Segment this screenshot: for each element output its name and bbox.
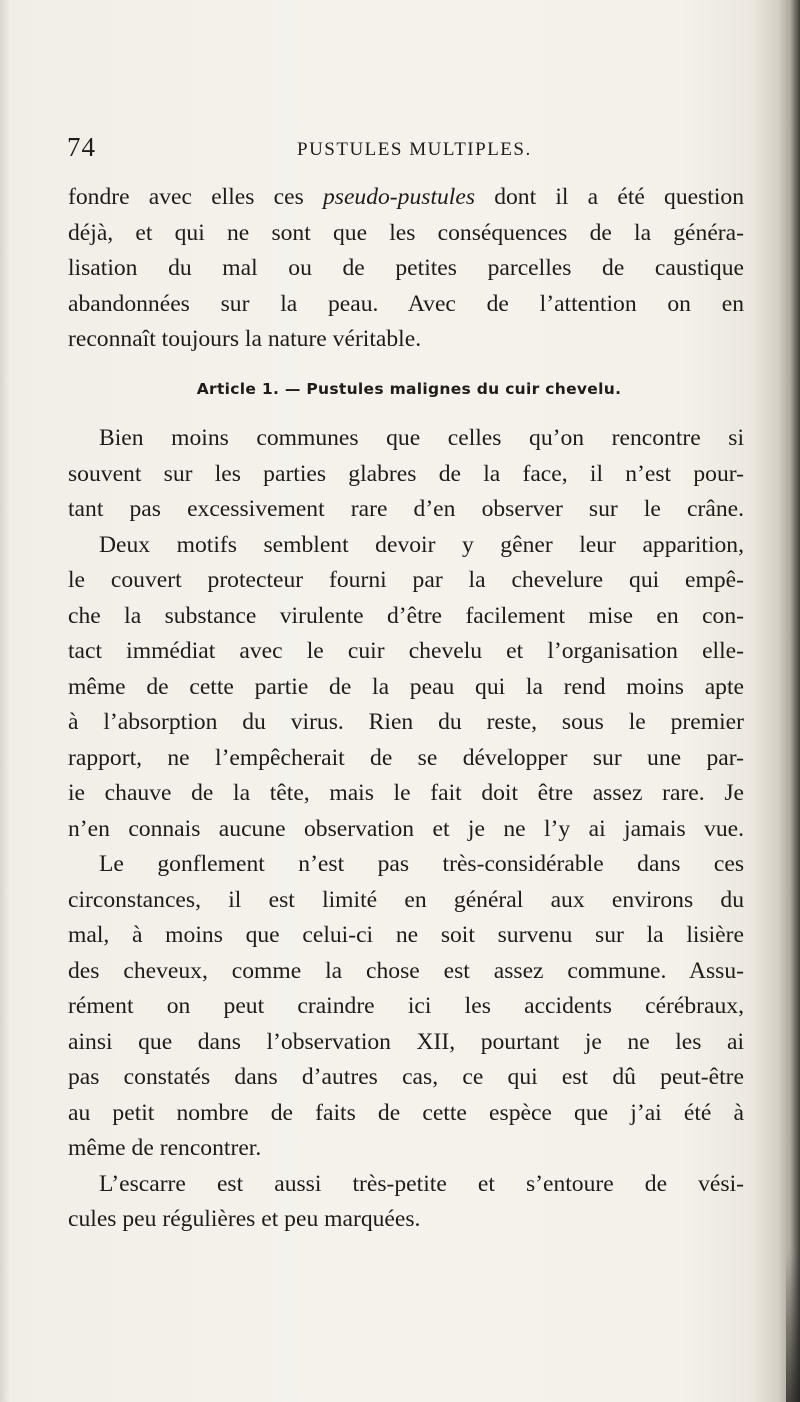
- text-line: lisation du mal ou de petites parcelles de caustique: [68, 255, 744, 281]
- text-line: tant pas excessivement rare d’en observer sur le crâne.: [68, 496, 744, 522]
- body-text: [68, 180, 744, 1238]
- italic-term: pseudo-pustules: [322, 184, 476, 210]
- text-line: mal, à moins que celui-ci ne soit survenu sur la lisière: [68, 922, 744, 948]
- page-header: [67, 132, 747, 166]
- page-binding-shadow: [778, 0, 800, 1402]
- text-line: rapport, ne l’empêcherait de se développer sur une par-: [68, 744, 744, 771]
- text-line: ainsi que dans l’observation XII, pourtant je ne les ai: [68, 1028, 744, 1055]
- text-line: Bien moins communes que celles qu’on rencontre si: [99, 425, 744, 451]
- page-left-shadow: [0, 0, 10, 1402]
- text-line: même de rencontrer.: [68, 1135, 262, 1161]
- text-line: déjà, et qui ne sont que les conséquences de la généra-: [68, 219, 744, 246]
- text-line: pas constatés dans d’autres cas, ce qui est dû peut-être: [68, 1064, 744, 1090]
- text-line: même de cette partie de la peau qui la rend moins apte: [68, 673, 744, 700]
- page-corner-shadow: [786, 1250, 800, 1402]
- text-line: L’escarre est aussi très-petite et s’entoure de vési-: [99, 1170, 744, 1197]
- running-head: PUSTULES MULTIPLES.: [297, 139, 532, 160]
- text-line: abandonnées sur la peau. Avec de l’attention on en: [68, 290, 744, 317]
- text-line: des cheveux, comme la chose est assez commune. Assu-: [68, 957, 744, 984]
- text-line: au petit nombre de faits de cette espèce que j’ai été à: [68, 1099, 744, 1126]
- text-line: ie chauve de la tête, mais le fait doit être assez rare. Je: [68, 780, 744, 806]
- text-line: circonstances, il est limité en général aux environs du: [68, 886, 744, 913]
- text-line: che la substance virulente d’être facilement mise en con-: [68, 602, 744, 629]
- text-line: fondre avec elles ces pseudo-pustules dont il a été question: [68, 184, 744, 210]
- text-line: n’en connais aucune observation et je ne l’y ai jamais vue.: [68, 815, 744, 842]
- text-line: reconnaît toujours la nature véritable.: [68, 326, 422, 352]
- text-line: Le gonflement n’est pas très-considérable dans ces: [99, 851, 744, 877]
- text-line: Deux motifs semblent devoir y gêner leur apparition,: [99, 531, 744, 558]
- text-line: cules peu régulières et peu marquées.: [68, 1206, 421, 1232]
- text-line: rément on peut craindre ici les accidents cérébraux,: [68, 993, 744, 1019]
- text-line: souvent sur les parties glabres de la face, il n’est pour-: [68, 460, 744, 487]
- article-heading: Article 1. — Pustules malignes du cuir chevelu.: [196, 379, 622, 398]
- text-line: à l’absorption du virus. Rien du reste, sous le premier: [68, 709, 744, 735]
- text-line: le couvert protecteur fourni par la chevelure qui empê-: [68, 567, 744, 593]
- text-line: tact immédiat avec le cuir chevelu et l’organisation elle-: [68, 638, 744, 664]
- page-number: 74: [67, 132, 96, 162]
